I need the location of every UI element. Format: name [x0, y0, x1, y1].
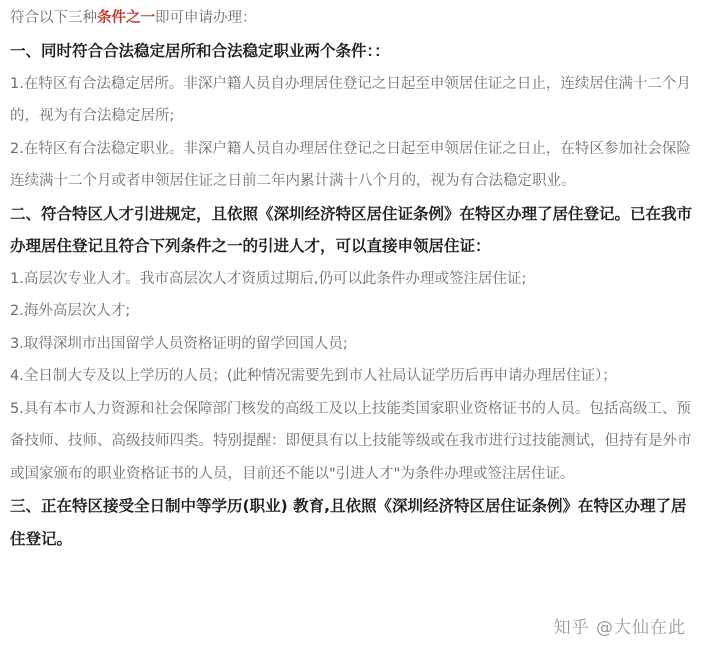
intro-line [10, 4, 696, 33]
intro-highlight: 条件之一 [97, 10, 155, 26]
section-2-item-1: 1.高层次专业人才。我市高层次人才资质过期后,仍可以此条件办理或签注居住证; [10, 270, 527, 287]
intro-prefix: 符合以下三种 [10, 10, 97, 26]
section-3-heading: 三、正在特区接受全日制中等学历(职业) 教育,且依照《深圳经济特区居住证条例》在特区办理了居住登记。 [10, 497, 687, 548]
intro-suffix: 即可申请办理： [155, 10, 257, 26]
section-2-heading: 二、符合特区人才引进规定，且依照《深圳经济特区居住证条例》在特区办理了居住登记。已在我市办理居住登记且符合下列条件之一的引进人才，可以直接申领居住证： [10, 204, 693, 255]
section-1-heading: 一、同时符合合法稳定居所和合法稳定职业两个条件：： [10, 42, 390, 60]
section-1-item-2: 2.在特区有合法稳定职业。非深户籍人员自办理居住登记之日起至申领居住证之日止，在特区参加社会保险连续满十二个月或者申领居住证之日前二年内累计满十八个月的，视为有合法稳定职业。 [10, 140, 691, 189]
section-2-item-2: 2.海外高层次人才; [10, 303, 131, 319]
section-2-item-3: 3.取得深圳市出国留学人员资格证明的留学回国人员; [10, 335, 348, 352]
section-2-item-4: 4.全日制大专及以上学历的人员；(此种情况需要先到市人社局认证学历后再申请办理居住证）； [10, 368, 617, 384]
document-body [10, 4, 696, 555]
section-2-item-5: 5.具有本市人力资源和社会保障部门核发的高级工及以上技能类国家职业资格证书的人员。包括高级工、预备技师、技师、高级技师四类。特别提醒：即便具有以上技能等级或在我市进行过技能测试，但持有是外市或国家颁布的职业资格证书的人员，目前还不能以"引进人才"为条件办理或签注居住证。 [10, 400, 692, 482]
zhihu-watermark: 知乎 @大仙在此 [552, 613, 688, 638]
section-1-item-1: 1.在特区有合法稳定居所。非深户籍人员自办理居住登记之日起至申领居住证之日止，连续居住满十二个月的，视为有合法稳定居所; [10, 75, 691, 124]
